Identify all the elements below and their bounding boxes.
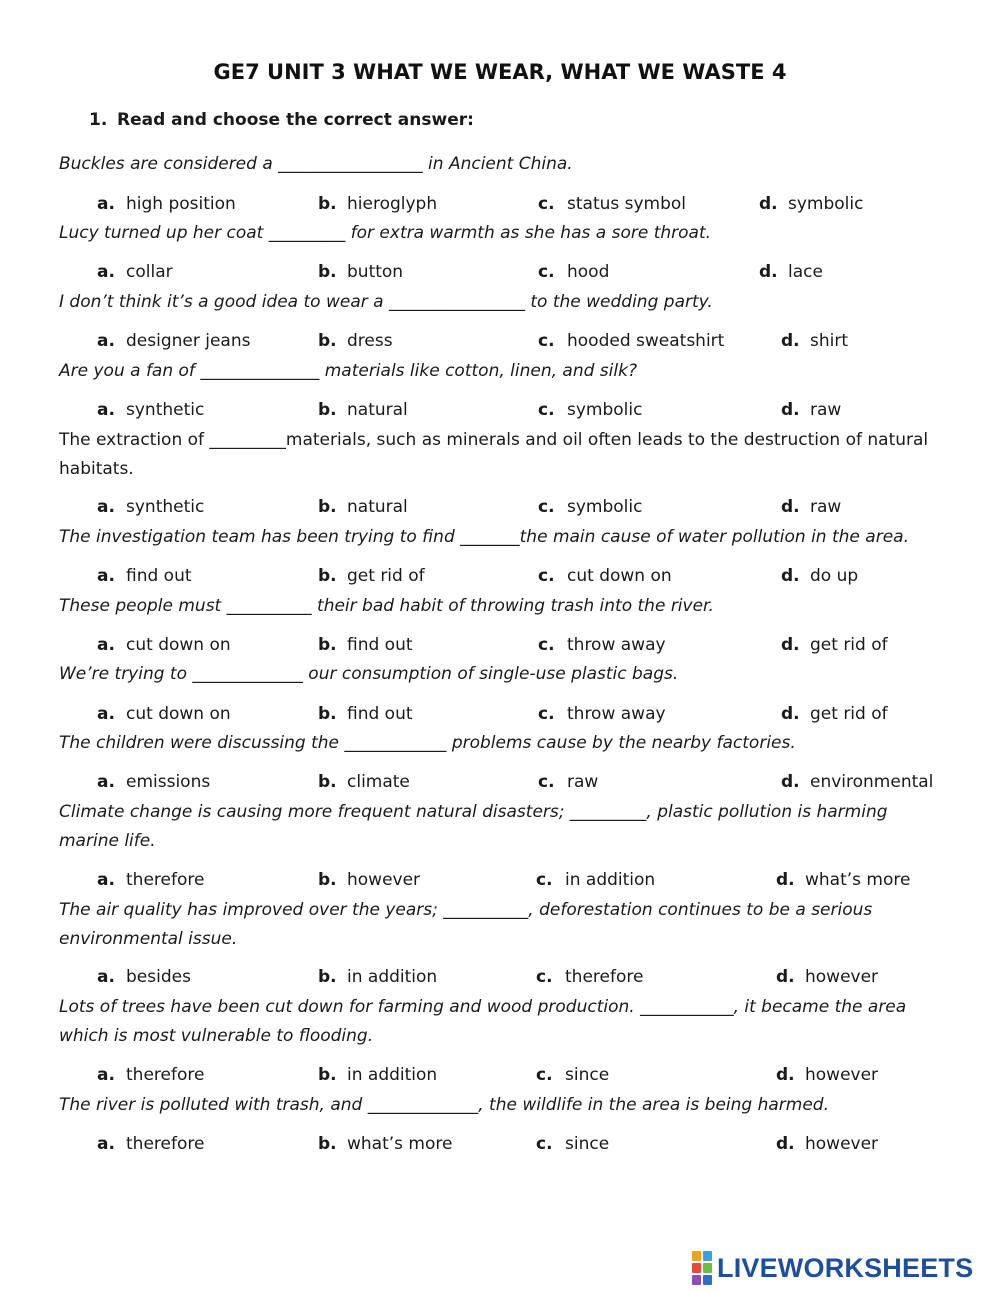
option-letter: a. [97, 967, 115, 987]
option-a[interactable] [97, 331, 250, 351]
option-d[interactable] [759, 194, 863, 214]
option-text: cut down on [567, 566, 672, 586]
option-text: therefore [126, 1065, 205, 1085]
option-c[interactable] [536, 870, 655, 890]
options-row [0, 967, 1000, 993]
option-d[interactable] [776, 1134, 878, 1154]
option-d[interactable] [781, 331, 848, 351]
option-d[interactable] [781, 704, 888, 724]
option-text: hieroglyph [347, 194, 438, 214]
options-row [0, 704, 1000, 730]
option-text: since [565, 1065, 610, 1085]
option-letter: d. [759, 194, 778, 214]
question-text: These people must __________ their bad habit of throwing trash into the river. [59, 596, 714, 616]
options-row [0, 1134, 1000, 1160]
question-text: The extraction of _________materials, such as minerals and oil often leads to the destruction of natural habitats. [59, 430, 929, 479]
option-text: symbolic [567, 400, 643, 420]
option-c[interactable] [538, 194, 686, 214]
option-b[interactable] [318, 870, 420, 890]
option-letter: b. [318, 635, 337, 655]
option-text: synthetic [126, 400, 205, 420]
option-letter: c. [536, 1134, 553, 1154]
option-text: shirt [810, 331, 849, 351]
option-c[interactable] [538, 772, 598, 792]
option-letter: a. [97, 566, 115, 586]
option-text: environmental [810, 772, 934, 792]
option-b[interactable] [318, 1134, 452, 1154]
option-text: what’s more [347, 1134, 453, 1154]
option-d[interactable] [776, 967, 878, 987]
option-text: hood [567, 262, 610, 282]
option-text: hooded sweatshirt [567, 331, 725, 351]
option-letter: b. [318, 967, 337, 987]
option-text: what’s more [805, 870, 911, 890]
instruction-text: Read and choose the correct answer: [117, 110, 474, 130]
option-letter: a. [97, 704, 115, 724]
option-b[interactable] [318, 967, 437, 987]
options-row [0, 331, 1000, 357]
options-row [0, 566, 1000, 592]
option-text: since [565, 1134, 610, 1154]
option-d[interactable] [776, 870, 910, 890]
option-c[interactable] [536, 1065, 609, 1085]
option-letter: d. [776, 967, 795, 987]
option-text: collar [126, 262, 173, 282]
option-text: find out [126, 566, 192, 586]
option-text: natural [347, 497, 408, 517]
option-letter: c. [538, 331, 555, 351]
option-letter: a. [97, 497, 115, 517]
option-letter: a. [97, 635, 115, 655]
option-letter: a. [97, 1134, 115, 1154]
option-letter: d. [781, 497, 800, 517]
option-letter: a. [97, 772, 115, 792]
option-letter: a. [97, 1065, 115, 1085]
option-letter: a. [97, 194, 115, 214]
option-letter: d. [781, 331, 800, 351]
question-text: Lucy turned up her coat _________ for extra warmth as she has a sore throat. [59, 223, 712, 243]
option-a[interactable] [97, 400, 204, 420]
option-letter: c. [538, 262, 555, 282]
option-c[interactable] [538, 400, 642, 420]
option-text: do up [810, 566, 859, 586]
option-letter: b. [318, 1134, 337, 1154]
option-letter: c. [538, 566, 555, 586]
option-letter: b. [318, 870, 337, 890]
question-text: We’re trying to _____________ our consumption of single-use plastic bags. [59, 664, 679, 684]
option-text: throw away [567, 635, 666, 655]
option-text: natural [347, 400, 408, 420]
option-a[interactable] [97, 566, 192, 586]
option-d[interactable] [781, 566, 858, 586]
option-letter: c. [538, 704, 555, 724]
question-text: The air quality has improved over the years; __________, deforestation continues to be a serious environmental issue. [59, 900, 873, 949]
option-b[interactable] [318, 497, 408, 517]
option-letter: d. [781, 704, 800, 724]
option-a[interactable] [97, 870, 204, 890]
option-d[interactable] [781, 497, 841, 517]
option-text: synthetic [126, 497, 205, 517]
option-letter: b. [318, 262, 337, 282]
option-letter: d. [759, 262, 778, 282]
option-text: get rid of [810, 635, 888, 655]
option-c[interactable] [536, 967, 643, 987]
option-a[interactable] [97, 704, 231, 724]
option-text: button [347, 262, 404, 282]
option-text: dress [347, 331, 393, 351]
option-b[interactable] [318, 331, 393, 351]
option-a[interactable] [97, 635, 231, 655]
option-b[interactable] [318, 400, 408, 420]
option-text: high position [126, 194, 236, 214]
option-letter: c. [538, 194, 555, 214]
option-text: lace [788, 262, 823, 282]
option-letter: c. [538, 635, 555, 655]
option-text: emissions [126, 772, 211, 792]
options-row [0, 1065, 1000, 1091]
option-text: therefore [126, 870, 205, 890]
option-d[interactable] [781, 400, 841, 420]
liveworksheets-logo [692, 1252, 973, 1284]
option-text: find out [347, 635, 413, 655]
option-letter: b. [318, 566, 337, 586]
option-c[interactable] [538, 635, 666, 655]
option-letter: a. [97, 400, 115, 420]
option-a[interactable] [97, 497, 204, 517]
logo-text: LIVEWORKSHEETS [717, 1252, 974, 1283]
option-text: raw [567, 772, 599, 792]
option-letter: c. [538, 497, 555, 517]
option-a[interactable] [97, 1065, 204, 1085]
option-text: in addition [347, 967, 438, 987]
option-letter: b. [318, 772, 337, 792]
question-text: The river is polluted with trash, and _____________, the wildlife in the area is being harmed. [59, 1095, 829, 1115]
option-c[interactable] [538, 704, 666, 724]
option-text: find out [347, 704, 413, 724]
question-text: I don’t think it’s a good idea to wear a ________________ to the wedding party. [59, 292, 713, 312]
option-a[interactable] [97, 772, 210, 792]
option-text: however [805, 967, 879, 987]
option-letter: b. [318, 497, 337, 517]
option-letter: d. [781, 400, 800, 420]
option-letter: d. [781, 566, 800, 586]
page-title: GE7 UNIT 3 WHAT WE WEAR, WHAT WE WASTE 4 [213, 60, 787, 84]
option-d[interactable] [776, 1065, 878, 1085]
option-letter: d. [781, 635, 800, 655]
option-b[interactable] [318, 566, 425, 586]
instruction-number: 1. [89, 110, 108, 130]
options-row [0, 262, 1000, 288]
option-a[interactable] [97, 262, 173, 282]
option-text: therefore [565, 967, 644, 987]
option-d[interactable] [781, 635, 888, 655]
option-c[interactable] [538, 566, 672, 586]
option-text: cut down on [126, 704, 231, 724]
option-b[interactable] [318, 772, 410, 792]
options-row [0, 772, 1000, 798]
option-letter: c. [536, 1065, 553, 1085]
option-text: in addition [565, 870, 656, 890]
instruction [89, 110, 474, 130]
question-text: Are you a fan of ______________ materials like cotton, linen, and silk? [59, 361, 637, 381]
option-text: designer jeans [126, 331, 251, 351]
question-text: Lots of trees have been cut down for farming and wood production. ___________, it became the area which is most vulnerable to flooding. [59, 997, 907, 1046]
option-letter: d. [776, 1134, 795, 1154]
question-text: The investigation team has been trying to find _______the main cause of water pollution in the area. [59, 527, 909, 547]
option-letter: d. [781, 772, 800, 792]
option-c[interactable] [538, 262, 609, 282]
question-text: Buckles are considered a _________________ in Ancient China. [59, 154, 573, 174]
option-text: therefore [126, 1134, 205, 1154]
option-text: in addition [347, 1065, 438, 1085]
option-b[interactable] [318, 194, 437, 214]
option-text: status symbol [567, 194, 687, 214]
options-row [0, 635, 1000, 661]
option-text: get rid of [810, 704, 888, 724]
option-letter: a. [97, 262, 115, 282]
option-text: besides [126, 967, 191, 987]
option-letter: a. [97, 331, 115, 351]
option-a[interactable] [97, 967, 191, 987]
option-d[interactable] [781, 772, 933, 792]
option-letter: b. [318, 400, 337, 420]
option-b[interactable] [318, 635, 413, 655]
option-letter: c. [538, 400, 555, 420]
option-d[interactable] [759, 262, 823, 282]
option-letter: b. [318, 1065, 337, 1085]
option-text: get rid of [347, 566, 425, 586]
option-c[interactable] [536, 1134, 609, 1154]
option-text: however [347, 870, 421, 890]
option-letter: b. [318, 704, 337, 724]
options-row [0, 497, 1000, 523]
option-text: throw away [567, 704, 666, 724]
option-text: climate [347, 772, 410, 792]
option-letter: c. [538, 772, 555, 792]
option-letter: b. [318, 331, 337, 351]
option-text: cut down on [126, 635, 231, 655]
question-text: Climate change is causing more frequent natural disasters; _________, plastic pollution is harming marine life. [59, 802, 888, 851]
option-letter: c. [536, 870, 553, 890]
options-row [0, 194, 1000, 220]
option-c[interactable] [538, 331, 724, 351]
option-text: however [805, 1065, 879, 1085]
option-a[interactable] [97, 194, 236, 214]
option-text: symbolic [567, 497, 643, 517]
option-letter: c. [536, 967, 553, 987]
option-letter: a. [97, 870, 115, 890]
options-row [0, 400, 1000, 426]
option-text: raw [810, 400, 842, 420]
option-letter: d. [776, 870, 795, 890]
option-b[interactable] [318, 262, 403, 282]
option-text: however [805, 1134, 879, 1154]
option-text: symbolic [788, 194, 864, 214]
question-text: The children were discussing the ____________ problems cause by the nearby factories. [59, 733, 796, 753]
option-c[interactable] [538, 497, 642, 517]
option-b[interactable] [318, 704, 413, 724]
option-b[interactable] [318, 1065, 437, 1085]
logo-mark-icon [692, 1251, 712, 1285]
option-a[interactable] [97, 1134, 204, 1154]
option-text: raw [810, 497, 842, 517]
option-letter: b. [318, 194, 337, 214]
option-letter: d. [776, 1065, 795, 1085]
options-row [0, 870, 1000, 896]
